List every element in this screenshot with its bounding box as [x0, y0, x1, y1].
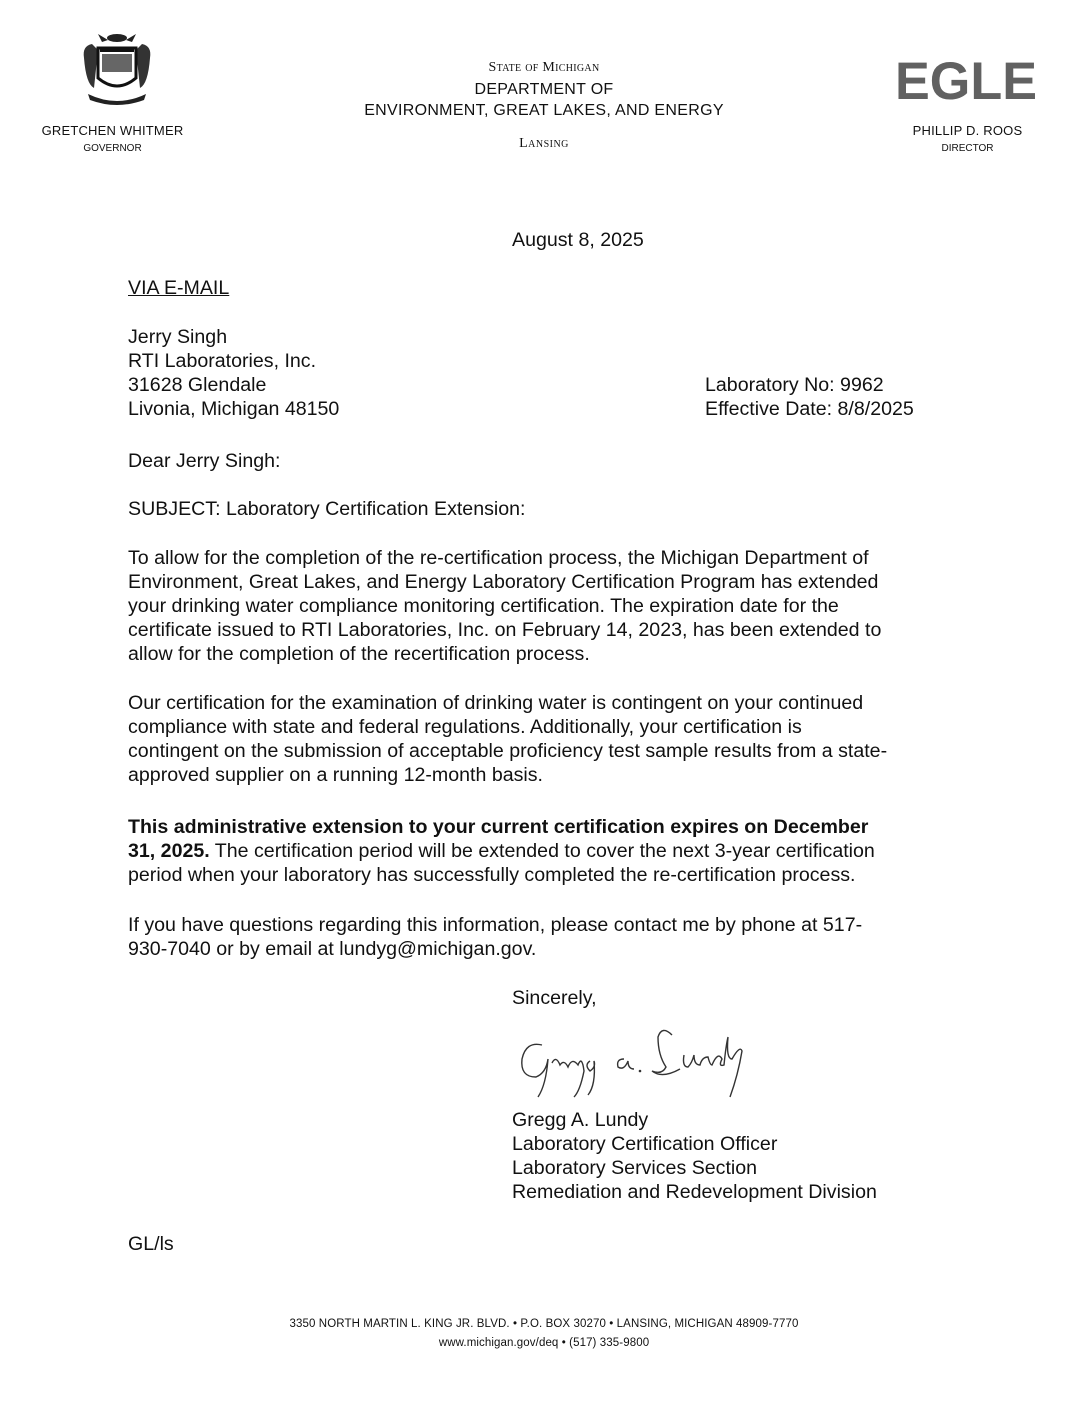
paragraph-line: To allow for the completion of the re-certification process, the Michigan Department of: [128, 547, 869, 569]
recipient-city: Livonia, Michigan 48150: [128, 398, 340, 420]
paragraph-contingency: [128, 691, 887, 787]
expiration-date-bold: 31, 2025.: [128, 840, 210, 862]
recipient-name: Jerry Singh: [128, 326, 228, 348]
footer-address: 3350 NORTH MARTIN L. KING JR. BLVD. • P.O. BOX 30270 • LANSING, MICHIGAN 48909-7770: [289, 1318, 799, 1330]
department-name-line2: ENVIRONMENT, GREAT LAKES, AND ENERGY: [364, 102, 724, 119]
director-name: PHILLIP D. ROOS: [912, 123, 1023, 138]
footer-contact: www.michigan.gov/deq • (517) 335-9800: [438, 1337, 650, 1349]
paragraph-line: The certification period will be extended to cover the next 3-year certification: [209, 840, 875, 862]
egle-logo-text: EGLE: [895, 57, 1037, 103]
paragraph-contact: [128, 913, 862, 961]
paragraph-line: approved supplier on a running 12-month basis.: [128, 764, 543, 786]
recipient-company: RTI Laboratories, Inc.: [128, 350, 317, 372]
letter-date: August 8, 2025: [512, 229, 644, 251]
lab-info: [705, 373, 914, 421]
egle-logo: [893, 57, 1039, 103]
signer-section: Laboratory Services Section: [512, 1157, 758, 1179]
signer-title: Laboratory Certification Officer: [512, 1133, 778, 1155]
paragraph-line: allow for the completion of the recertification process.: [128, 643, 590, 665]
expiration-notice-bold: This administrative extension to your current certification expires on December: [128, 816, 869, 838]
state-name: State of Michigan: [488, 60, 600, 75]
signer-name: Gregg A. Lundy: [512, 1109, 649, 1131]
recipient-address: [128, 325, 339, 421]
lab-number: Laboratory No: 9962: [705, 374, 884, 396]
signature-block: [512, 1108, 877, 1204]
michigan-state-seal: [78, 28, 156, 108]
department-city: Lansing: [519, 136, 569, 151]
paragraph-line: certificate issued to RTI Laboratories, Inc. on February 14, 2023, has been extended to: [128, 619, 882, 641]
delivery-method: VIA E-MAIL: [128, 277, 230, 299]
salutation: Dear Jerry Singh:: [128, 450, 281, 472]
effective-date: Effective Date: 8/8/2025: [705, 398, 914, 420]
governor-title: GOVERNOR: [83, 143, 142, 154]
paragraph-line: period when your laboratory has successfully completed the re-certification process.: [128, 864, 856, 886]
paragraph-line: 930-7040 or by email at lundyg@michigan.gov.: [128, 938, 537, 960]
paragraph-line: compliance with state and federal regulations. Additionally, your certification is: [128, 716, 802, 738]
handwritten-signature: [512, 1015, 762, 1107]
paragraph-line: If you have questions regarding this information, please contact me by phone at 517-: [128, 914, 863, 936]
governor-name: GRETCHEN WHITMER: [41, 123, 184, 138]
paragraph-line: Environment, Great Lakes, and Energy Laboratory Certification Program has extended: [128, 571, 879, 593]
department-name-line1: DEPARTMENT OF: [474, 81, 614, 98]
recipient-street: 31628 Glendale: [128, 374, 267, 396]
paragraph-extension: [128, 546, 881, 666]
paragraph-expiration: [128, 815, 875, 887]
signer-division: Remediation and Redevelopment Division: [512, 1181, 877, 1203]
paragraph-line: your drinking water compliance monitoring certification. The expiration date for the: [128, 595, 839, 617]
subject-line: SUBJECT: Laboratory Certification Extension:: [128, 498, 526, 520]
closing: Sincerely,: [512, 987, 597, 1009]
paragraph-line: contingent on the submission of acceptable proficiency test sample results from a state-: [128, 740, 888, 762]
director-title: DIRECTOR: [941, 143, 994, 154]
paragraph-line: Our certification for the examination of drinking water is contingent on your continued: [128, 692, 864, 714]
typist-initials: GL/ls: [128, 1233, 174, 1255]
